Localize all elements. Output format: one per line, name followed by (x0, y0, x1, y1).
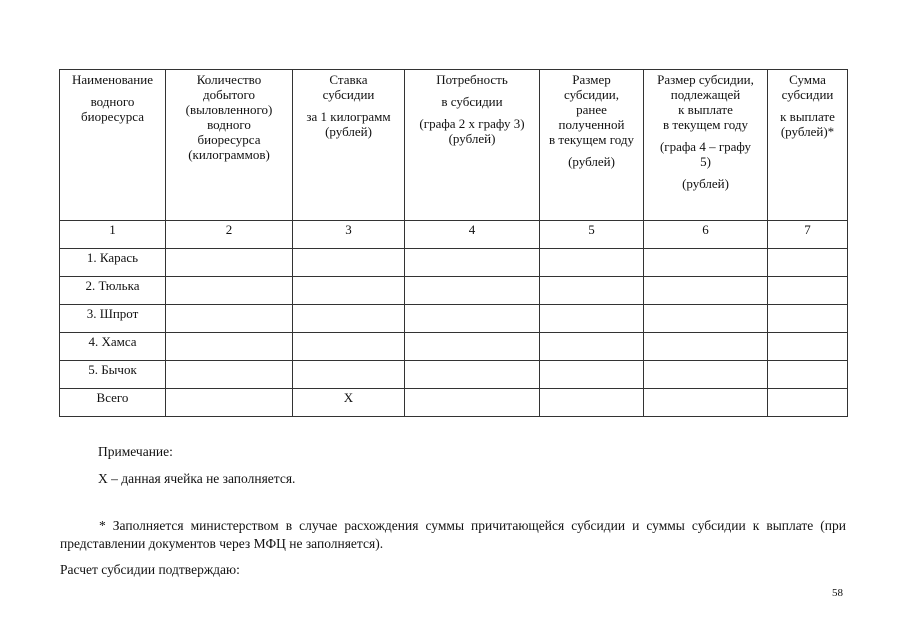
header-text: водного (90, 94, 135, 109)
header-text: полученной (558, 117, 625, 132)
table-cell (768, 305, 848, 333)
table-row (60, 333, 848, 361)
header-text: субсидии (781, 87, 834, 102)
note-text: Х – данная ячейка не заполняется. (98, 471, 296, 486)
header-text: (рублей) (325, 124, 372, 139)
table-cell (644, 305, 768, 333)
header-cell-payable (644, 70, 768, 221)
table-cell (540, 305, 644, 333)
table-cell (405, 305, 540, 333)
header-cell-need (405, 70, 540, 221)
table-cell (293, 249, 405, 277)
table-cell: 5. Бычок (60, 361, 166, 389)
table-cell (644, 361, 768, 389)
table-cell (768, 389, 848, 417)
table-cell: Х (293, 389, 405, 417)
table-cell (644, 277, 768, 305)
header-text: к выплате (678, 102, 733, 117)
table-cell (405, 361, 540, 389)
header-text: Размер (572, 72, 611, 87)
header-text: (графа 2 х графу 3) (419, 116, 525, 131)
header-text: (рублей) (448, 131, 496, 146)
table-row (60, 277, 848, 305)
table-cell (166, 389, 293, 417)
header-text: добытого (203, 87, 255, 102)
table-cell (293, 305, 405, 333)
table-cell (405, 333, 540, 361)
confirmation-line: Расчет субсидии подтверждаю: (60, 562, 240, 577)
table-cell: 2. Тюлька (60, 277, 166, 305)
header-cell-name (60, 70, 166, 221)
table-cell (166, 305, 293, 333)
footnote: * Заполняется министерством в случае расхождения суммы причитающейся субсидии и суммы субсидии к выплате (при представлении документов через МФЦ не заполняется). (60, 518, 846, 551)
header-text: (графа 4 – графу (659, 139, 752, 154)
header-text: 5) (700, 154, 711, 169)
table-cell (644, 333, 768, 361)
header-cell-received (540, 70, 644, 221)
note-title: Примечание: (98, 444, 173, 459)
page-number: 58 (832, 587, 843, 599)
header-text: в текущем году (549, 132, 634, 147)
table-row (60, 249, 848, 277)
table-cell (166, 249, 293, 277)
header-text: Размер субсидии, (657, 72, 754, 87)
header-text: к выплате (780, 109, 835, 124)
header-text: в текущем году (663, 117, 748, 132)
header-text: субсидии (322, 87, 375, 102)
header-text: Сумма (789, 72, 826, 87)
header-text: биоресурса (81, 109, 144, 124)
table-row (60, 361, 848, 389)
header-text: (рублей) (568, 154, 615, 169)
header-text: Ставка (329, 72, 368, 87)
table-cell (293, 333, 405, 361)
table-row-total (60, 389, 848, 417)
table-cell: 4. Хамса (60, 333, 166, 361)
column-number: 2 (166, 221, 293, 249)
header-text: водного (207, 117, 251, 132)
header-text: Потребность (436, 72, 508, 87)
table-cell (768, 277, 848, 305)
column-number: 4 (405, 221, 540, 249)
table-cell (293, 277, 405, 305)
table-cell (768, 333, 848, 361)
table-cell (293, 361, 405, 389)
table-row (60, 305, 848, 333)
table-cell (405, 389, 540, 417)
table-cell (540, 249, 644, 277)
table-cell (166, 333, 293, 361)
table-cell: 3. Шпрот (60, 305, 166, 333)
table-header-row (60, 70, 848, 221)
header-text: в субсидии (441, 94, 503, 109)
table-cell (540, 389, 644, 417)
column-number: 1 (60, 221, 166, 249)
header-text: биоресурса (197, 132, 261, 147)
header-text: Количество (196, 72, 262, 87)
column-number-row (60, 221, 848, 249)
header-cell-total-sum (768, 70, 848, 221)
header-text: субсидии, (563, 87, 620, 102)
table-cell (405, 249, 540, 277)
column-number: 7 (768, 221, 848, 249)
table-cell (166, 361, 293, 389)
table-cell (540, 361, 644, 389)
header-text: (выловленного) (185, 102, 273, 117)
table-cell (540, 277, 644, 305)
header-text: подлежащей (670, 87, 741, 102)
table-cell (644, 249, 768, 277)
table-cell (644, 389, 768, 417)
table-cell (768, 361, 848, 389)
header-cell-rate (293, 70, 405, 221)
header-cell-quantity (166, 70, 293, 221)
header-text: (рублей)* (780, 124, 835, 139)
header-text: за 1 килограмм (306, 109, 391, 124)
header-text: (килограммов) (188, 147, 270, 162)
subsidy-calculation-table (59, 69, 848, 417)
column-number: 5 (540, 221, 644, 249)
column-number: 3 (293, 221, 405, 249)
table-cell (768, 249, 848, 277)
column-number: 6 (644, 221, 768, 249)
table-cell (166, 277, 293, 305)
table-cell: 1. Карась (60, 249, 166, 277)
header-text: ранее (576, 102, 607, 117)
header-text: Наименование (72, 72, 153, 87)
table-cell: Всего (60, 389, 166, 417)
table-cell (405, 277, 540, 305)
header-text: (рублей) (682, 176, 729, 191)
table-cell (540, 333, 644, 361)
